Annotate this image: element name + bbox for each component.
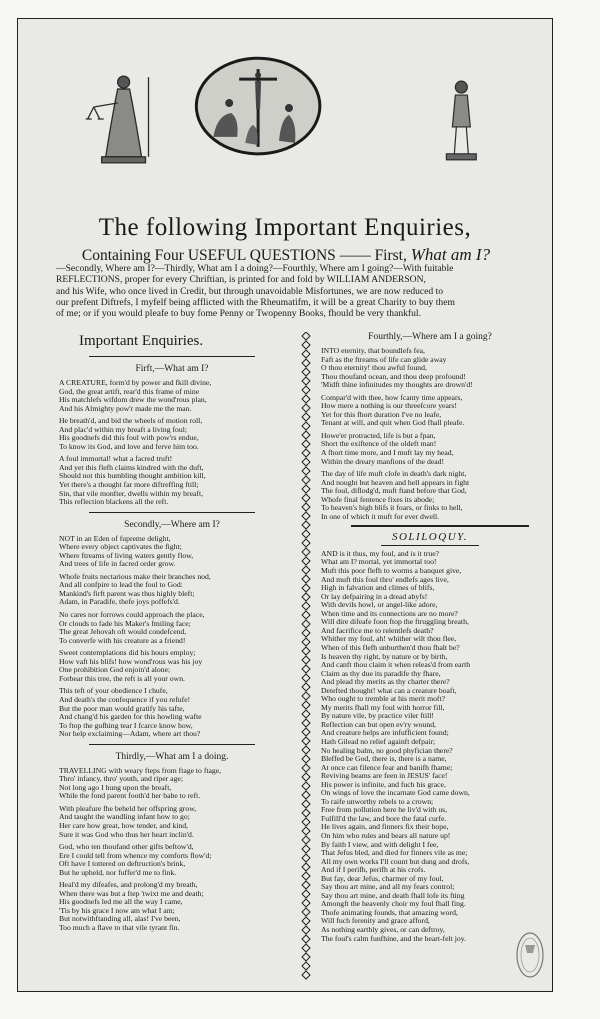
- verse-line: And muft this foul thro' endlefs ages live,: [321, 574, 449, 584]
- verse-line: AND is it thus, my foul, and is it true?: [321, 548, 440, 558]
- verse-line: Fulfill'd the law, and bore the fatal curfe.: [321, 813, 447, 823]
- divider-ornament: [302, 341, 310, 349]
- divider-ornament: [302, 440, 310, 448]
- intro-line: of me; or if you would pleafe to buy fome Penny or Twopenny Books, fhould be very thankful.: [56, 308, 421, 320]
- verse-line: Heal'd my difeafes, and prolong'd my breath,: [59, 880, 198, 890]
- verse-line: To ftop the gufhing tear I fcarce know how,: [59, 720, 193, 730]
- verse-line: Say thou art mine, and all my fears control;: [321, 882, 455, 892]
- verse-line: And yet this flefh claims kindred with the duft,: [59, 462, 204, 472]
- divider-ornament: [302, 935, 310, 943]
- verse-line: Bleffed be God, there is, there is a name,: [321, 754, 447, 764]
- divider-ornament: [302, 359, 310, 367]
- left-column: [59, 331, 285, 937]
- stanza: [321, 347, 539, 390]
- verse-line: A CREATURE, form'd by power and fkill divine,: [59, 378, 212, 387]
- divider-ornament: [302, 863, 310, 871]
- divider-ornament: [302, 413, 310, 421]
- verse-line: Detefted thought! what can a creature boaft,: [321, 685, 457, 695]
- divider-ornament: [302, 620, 310, 628]
- verse-line: To know its God, and love and ferve him too.: [59, 441, 199, 451]
- verse-line: With pleafure fhe beheld her offspring grow,: [59, 803, 197, 813]
- divider-ornament: [302, 476, 310, 484]
- verse-line: His goodnefs led me all the way I came,: [59, 897, 183, 907]
- divider-ornament: [302, 944, 310, 952]
- verse-line: Howe'er protracted, life is but a fpan,: [321, 430, 436, 440]
- divider-ornament: [302, 638, 310, 646]
- verse-line: Compar'd with thee, how fcanty time appears,: [321, 392, 463, 402]
- verse-line: My merits fhall my foul with horror fill,: [321, 702, 445, 712]
- verse-line: INTO eternity, that boundlefs fea,: [321, 346, 425, 355]
- right-woodcut-figure: [446, 81, 476, 160]
- verse-line: Free from pollution here he liv'd with us,: [321, 805, 448, 815]
- verse-line: Tenant at will, and quit when God fhall pleafe.: [321, 418, 465, 428]
- divider-ornament: [302, 890, 310, 898]
- divider-ornament: [302, 836, 310, 844]
- divider-ornament: [302, 701, 310, 709]
- divider-ornament: [302, 926, 310, 934]
- stanza: [59, 843, 285, 877]
- section-rule: [351, 525, 529, 527]
- stanza: [59, 687, 285, 738]
- verse-line: God, the great artift, rear'd this frame of mine: [59, 386, 200, 396]
- verse-line: Or clouds to fade his Maker's fmiling face;: [59, 618, 191, 628]
- verse-line: Where ftreams of living waters gently flow,: [59, 550, 194, 560]
- stanza: [59, 573, 285, 607]
- verse-line: High in falvation and climes of blifs,: [321, 583, 435, 593]
- section-heading-fourth: Fourthly,—Where am I a going?: [368, 332, 492, 342]
- verse-line: All my own works I'll count but dung and drofs,: [321, 856, 470, 866]
- verse-line: O thou eternity! thou awful found,: [321, 363, 427, 373]
- verse-line: Her care how great, how tender, and kind,: [59, 820, 189, 830]
- verse-line: And if I perifh, perifh at his crofs.: [321, 865, 426, 875]
- divider-ornament: [302, 386, 310, 394]
- verse-line: While the fond parent footh'd her babe to reft.: [59, 791, 201, 801]
- divider-ornament: [302, 539, 310, 547]
- verse-line: Reflection can but open ev'ry wound,: [321, 719, 436, 729]
- verse-line: Is heaven thy right, by nature or by birth,: [321, 651, 448, 661]
- verse-line: Hath Gilead no relief againft defpair;: [321, 736, 436, 746]
- verse-line: Sin, that vile monfter, dwells within my breaft,: [59, 488, 204, 498]
- divider-ornament: [302, 350, 310, 358]
- section-first-verses: [59, 379, 285, 507]
- verse-line: NOT in an Eden of fupreme delight,: [59, 533, 171, 543]
- section-heading-soliloquy: SOLILOQUY.: [391, 531, 469, 544]
- intro-line: —Secondly, Where am I?—Thirdly, What am I a doing?—Fourthly, Where am I going?—With fuitable: [56, 263, 454, 274]
- verse-line: But he upheld, nor fuffer'd me to fink.: [59, 867, 177, 877]
- verse-line: And creature helps are infufficient found;: [321, 728, 449, 738]
- section-heading-third: Thirdly,—What am I a doing.: [115, 751, 229, 762]
- verse-line: His power is infinite, and fuch his grace,: [321, 779, 446, 789]
- divider-ornament: [302, 773, 310, 781]
- stanza: [321, 394, 539, 428]
- section-soliloquy-verses: [321, 550, 539, 943]
- verse-line: Yet for this fhort duration I've no leafe,: [321, 409, 442, 419]
- intro-line: and his Wife, who once lived in Credit, but through unavoidable Misfortunes, we are now reduced to: [56, 285, 444, 297]
- verse-line: Sure it was God who thus her heart inclin'd.: [59, 829, 194, 839]
- divider-ornament: [302, 368, 310, 376]
- divider-ornament: [302, 593, 310, 601]
- verse-line: Should not this humbling thought ambition kill,: [59, 471, 206, 481]
- subtitle: [26, 245, 546, 265]
- verse-line: The day of life muft clofe in death's dark night,: [321, 469, 467, 479]
- page-title: The following Important Enquiries,: [98, 214, 472, 241]
- divider-ornament: [302, 791, 310, 799]
- divider-ornament: [302, 746, 310, 754]
- verse-line: One prohibition God enjoin'd alone;: [59, 665, 171, 675]
- divider-ornament: [302, 854, 310, 862]
- divider-ornament: [302, 782, 310, 790]
- verse-line: Mankind's firft parent was thus highly bleft;: [59, 588, 195, 598]
- library-stamp: [515, 931, 545, 979]
- divider-ornament: [302, 683, 310, 691]
- verse-line: Thofe animating founds, that amazing word,: [321, 907, 458, 917]
- verse-line: Amongft the heavenly choir my foul fhall fing.: [321, 899, 466, 909]
- verse-line: Short the exiftence of the oldeft man!: [321, 439, 437, 449]
- divider-ornament: [302, 530, 310, 538]
- divider-ornament: [302, 557, 310, 565]
- divider-ornament: [302, 665, 310, 673]
- verse-line: To raife unworthy rebels to a crown;: [321, 796, 434, 806]
- stanza: [59, 455, 285, 506]
- woodcut-illustrations: [18, 19, 552, 204]
- divider-ornament: [302, 827, 310, 835]
- stanza: [59, 767, 285, 801]
- divider-ornament: [302, 809, 310, 817]
- verse-line: At once can filence fear and banifh fhame;: [321, 762, 453, 772]
- divider-ornament: [302, 449, 310, 457]
- section-third-verses: [59, 767, 285, 933]
- divider-ornament: [302, 566, 310, 574]
- verse-line: Not long ago I hung upon the breaft,: [59, 782, 172, 792]
- verse-line: To heaven's high blifs it foars, or finks to hell,: [321, 503, 463, 513]
- stanza: [59, 611, 285, 645]
- divider-ornament: [302, 404, 310, 412]
- divider-ornament: [302, 800, 310, 808]
- divider-ornament: [302, 377, 310, 385]
- section-second-verses: [59, 535, 285, 739]
- verse-line: Faft as the ftreams of life can glide away: [321, 354, 447, 364]
- verse-line: God, who ten thoufand other gifts beftow'd,: [59, 842, 194, 852]
- divider-ornament: [302, 764, 310, 772]
- verse-line: When of this flefh unburthen'd thou fhalt be?: [321, 642, 460, 652]
- verse-line: Ere I could tell from whence my comforts flow'd;: [59, 850, 212, 860]
- divider-ornament: [302, 485, 310, 493]
- verse-line: Who ought to tremble at his merit moft?: [321, 694, 446, 704]
- divider-ornament: [302, 602, 310, 610]
- verse-line: To converfe with his creature as a friend!: [59, 635, 186, 645]
- verse-line: Forbear this tree, the reft is all your own.: [59, 673, 185, 683]
- verse-line: And all confpire to lead the foul to God:: [59, 580, 183, 590]
- verse-line: He breath'd, and bid the wheels of motion roll,: [59, 416, 203, 426]
- divider-ornament: [302, 395, 310, 403]
- verse-line: This reflection blackens all the reft.: [59, 497, 169, 507]
- divider-ornament: [302, 494, 310, 502]
- verse-line: And taught the wandling infant how to go;: [59, 812, 190, 822]
- stanza: [59, 805, 285, 839]
- section-heading-first: Firft,—What am I?: [135, 364, 209, 374]
- verse-line: And canft thou claim it when releas'd from earth: [321, 660, 471, 670]
- divider-ornament: [302, 458, 310, 466]
- verse-line: He lives again, and finners fix their hope,: [321, 822, 449, 832]
- intro-paragraph: [56, 263, 542, 319]
- divider-ornament: [302, 674, 310, 682]
- verse-line: And trees of life in facred order grow.: [59, 559, 176, 569]
- verse-line: But notwithftanding all, alas! I've been,: [59, 914, 181, 924]
- stanza: [321, 432, 539, 466]
- verse-line: And plac'd within my breaft a living foul;: [59, 424, 187, 434]
- verse-line: As nothing earthly gives, or can deftroy,: [321, 925, 445, 934]
- verse-line: And death's the confequence if you refufe!: [59, 694, 191, 704]
- verse-line: But the poor man would gratify his tafte,: [59, 703, 185, 713]
- divider-ornament: [302, 656, 310, 664]
- intro-line: our prefent Diftrefs, I myfelf being afflicted with the Rheumatifm, it will be a great Charity to buy them: [56, 296, 455, 308]
- verse-line: The foul's calm funfhine, and the heart-felt joy.: [321, 933, 466, 943]
- verse-line: 'Midft thine infinitudes my thoughts are drown'd!: [321, 380, 473, 390]
- section-fourth-verses: [321, 347, 539, 521]
- verse-line: By nature vile, by practice viler ftill!: [321, 711, 434, 721]
- verse-line: What am I? mortal, yet immortal too!: [321, 557, 437, 567]
- verse-line: How vaft his blifs! how wond'rous was his joy: [59, 656, 203, 666]
- subtitle-lead: Containing Four USEFUL QUESTIONS: [81, 247, 336, 264]
- verse-line: TRAVELLING with weary fteps from ftage to ftage,: [59, 765, 222, 775]
- divider-ornament: [302, 719, 310, 727]
- verse-line: Will dire difeafe foon ftop the ftruggling breath,: [321, 617, 469, 627]
- divider-ornament: [302, 575, 310, 583]
- stanza: [59, 649, 285, 683]
- verse-line: This teft of your obedience I chufe,: [59, 686, 168, 696]
- divider-ornament: [302, 422, 310, 430]
- divider-ornament: [302, 899, 310, 907]
- verse-line: Where every object captivates the fight;: [59, 542, 182, 552]
- verse-line: In one of which it muft for ever dwell.: [321, 511, 440, 521]
- verse-line: Thou thoufand ocean, and thou deep profound!: [321, 371, 466, 381]
- verse-line: 'Tis by his grace I now am what I am;: [59, 905, 175, 915]
- verse-line: Or lay defpairing in a dread abyfs!: [321, 591, 428, 601]
- verse-line: On wings of love the incarnate God came down,: [321, 788, 470, 798]
- verse-line: Whofe fruits nectarious make their branches nod,: [59, 571, 211, 581]
- divider-ornament: [302, 629, 310, 637]
- divider-ornament: [302, 467, 310, 475]
- divider-ornament: [302, 584, 310, 592]
- divider-ornament: [302, 755, 310, 763]
- section-rule: [89, 356, 255, 357]
- center-woodcut-crucifixion: [196, 58, 320, 154]
- stanza: [59, 379, 285, 413]
- divider-ornament: [302, 611, 310, 619]
- stanza: [321, 470, 539, 521]
- verse-line: And chang'd his garden for this howling wafte: [59, 712, 202, 722]
- ornamental-divider: [301, 332, 311, 987]
- divider-ornament: [302, 881, 310, 889]
- verse-line: Oft have I tottered on deftruction's brink,: [59, 859, 186, 869]
- verse-line: Too much a flave to that vile tyrant fin.: [59, 922, 180, 932]
- verse-line: The foul, diflodg'd, muft ftand before that God,: [321, 486, 467, 496]
- divider-ornament: [302, 962, 310, 970]
- verse-line: Sweet contemplations did his hours employ;: [59, 648, 196, 658]
- divider-ornament: [302, 710, 310, 718]
- divider-ornament: [302, 917, 310, 925]
- verse-line: Thro' infancy, thro' youth, and riper age;: [59, 774, 183, 784]
- verse-line: By faith I view, and with delight I fee,: [321, 839, 439, 849]
- section-rule: [89, 744, 255, 745]
- stanza: [59, 881, 285, 932]
- verse-line: The great Jehovah oft would condefcend,: [59, 627, 187, 637]
- verse-line: A foul immortal! what a facred truft!: [59, 454, 173, 464]
- verse-line: When time and its connections are no more?: [321, 608, 458, 618]
- divider-ornament: [302, 971, 310, 979]
- verse-line: No healing balm, no good phyfician there?: [321, 745, 453, 755]
- verse-line: That Jefus bled, and died for finners vile as me;: [321, 848, 468, 858]
- right-column: [321, 331, 539, 943]
- verse-line: On him who rules and bears all nature up!: [321, 830, 451, 840]
- verse-line: Claim as thy due its paradife thy fhare,: [321, 668, 441, 678]
- divider-ornament: [302, 728, 310, 736]
- verse-line: Say thou art mine, and death fhall lofe its fting: [321, 890, 465, 900]
- divider-ornament: [302, 503, 310, 511]
- verse-line: Muft this poor flefh to worms a banquet give,: [321, 566, 462, 576]
- verse-line: Within the dreary manfions of the dead!: [321, 456, 445, 466]
- divider-ornament: [302, 953, 310, 961]
- verse-line: Nor help exclaiming—Adam, where art thou?: [59, 729, 201, 739]
- subtitle-first-question: What am I?: [410, 245, 491, 264]
- divider-ornament: [302, 431, 310, 439]
- verse-line: But fay, dear Jefus, charmer of my foul,: [321, 873, 444, 883]
- verse-line: And his Almighty pow'r made me the man.: [59, 403, 192, 413]
- verse-line: Whither my foul, ah! whither wilt thou flee,: [321, 634, 457, 644]
- verse-line: Yet there's a thought far more diftreffing ftill;: [59, 480, 199, 490]
- verse-line: Adam, in Paradife, thefe joys poffefs'd.: [59, 597, 180, 607]
- column-heading: Important Enquiries.: [79, 333, 204, 349]
- verse-line: With devils howl, or angel-like adore,: [321, 600, 438, 610]
- verse-line: Reviving beams are feen in JESUS' face!: [321, 771, 448, 781]
- broadside-sheet: [17, 18, 553, 992]
- verse-line: And nought but heaven and hell appears in fight: [321, 477, 470, 487]
- divider-ornament: [302, 692, 310, 700]
- intro-line: REFLECTIONS, proper for every Chriftian, is printed for and fold by WILLIAM ANDERSON,: [56, 274, 426, 286]
- verse-line: No cares nor forrows could approach the place,: [59, 610, 205, 620]
- subtitle-first-label: —— First,: [339, 247, 407, 264]
- verse-line: When there was but a ftep 'twixt me and death;: [59, 888, 204, 898]
- verse-line: Whofe final fentence fixes its abode;: [321, 494, 435, 504]
- section-rule: [89, 512, 255, 513]
- stanza: [59, 535, 285, 569]
- left-woodcut-figure: [86, 76, 149, 163]
- divider-ornament: [302, 737, 310, 745]
- stanza: [59, 417, 285, 451]
- divider-ornament: [302, 548, 310, 556]
- section-heading-second: Secondly,—Where am I?: [124, 519, 220, 530]
- verse-line: Will fuch ferenity and grace afford,: [321, 916, 430, 926]
- divider-ornament: [302, 872, 310, 880]
- divider-ornament: [302, 818, 310, 826]
- divider-ornament: [302, 845, 310, 853]
- verse-line: A fhort time more, and I muft lay my head,: [321, 448, 454, 458]
- divider-ornament: [302, 908, 310, 916]
- divider-ornament: [302, 647, 310, 655]
- divider-ornament: [302, 332, 310, 340]
- verse-line: How mere a nothing is our threefcore years!: [321, 401, 457, 411]
- section-rule: [381, 545, 479, 546]
- verse-line: And plead thy merits as thy charter there?: [321, 677, 450, 687]
- verse-line: And facrifice me to relentlefs death?: [321, 625, 434, 635]
- verse-line: His goodnefs did this foul with pow'rs endue,: [59, 433, 199, 443]
- divider-ornament: [302, 512, 310, 520]
- verse-line: His matchlefs wifdom drew the wond'rous plan,: [59, 395, 207, 405]
- divider-ornament: [302, 521, 310, 529]
